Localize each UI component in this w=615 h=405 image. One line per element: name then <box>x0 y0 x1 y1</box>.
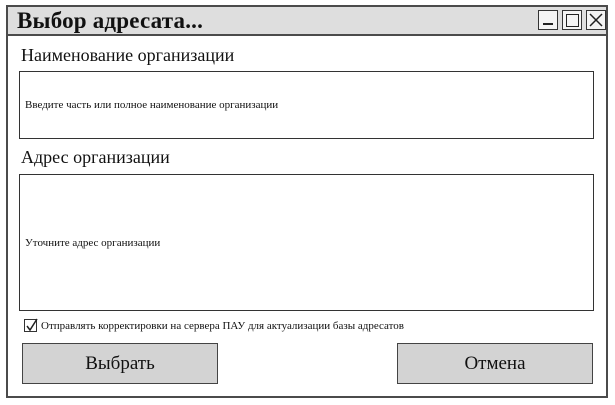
org-name-input[interactable] <box>19 71 594 139</box>
org-address-placeholder: Уточните адрес организации <box>25 236 161 249</box>
cancel-button[interactable]: Отмена <box>397 343 593 384</box>
close-icon[interactable] <box>586 10 606 30</box>
org-name-label: Наименование организации <box>21 45 235 65</box>
checkmark-icon <box>24 316 40 333</box>
title-bar[interactable] <box>8 7 606 36</box>
org-address-input[interactable] <box>19 174 594 311</box>
send-corrections-label: Отправлять корректировки на сервера ПАУ для актуализации базы адресатов <box>41 319 405 332</box>
org-address-label: Адрес организации <box>21 147 170 167</box>
org-name-placeholder: Введите часть или полное наименование организации <box>25 99 279 111</box>
send-corrections-row <box>24 319 404 332</box>
select-button[interactable]: Выбрать <box>22 343 218 384</box>
address-picker-dialog <box>6 5 608 398</box>
send-corrections-checkbox[interactable] <box>24 319 37 332</box>
dialog-title: Выбор адресата... <box>17 8 204 33</box>
maximize-icon[interactable] <box>562 10 582 30</box>
minimize-icon[interactable] <box>538 10 558 30</box>
